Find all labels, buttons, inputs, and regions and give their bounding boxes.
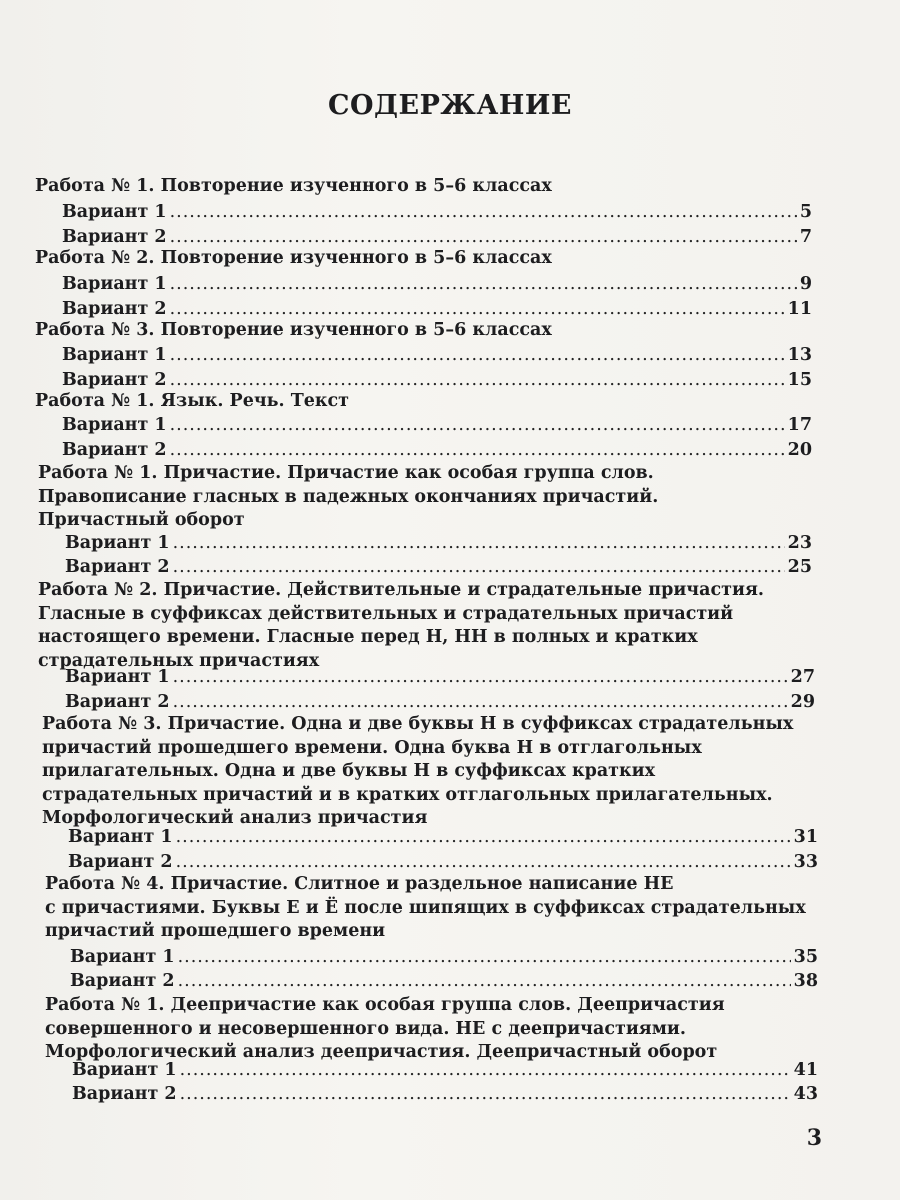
variant-label: Вариант 1 (62, 345, 167, 365)
section-heading: Работа № 1. Причастие. Причастие как особая группа слов. (38, 463, 654, 483)
toc-entry[interactable] (62, 413, 812, 437)
toc-entry[interactable] (62, 343, 812, 367)
variant-label: Вариант 2 (65, 557, 170, 577)
toc-entry[interactable] (65, 665, 815, 689)
toc-entry[interactable] (72, 1082, 818, 1106)
toc-entry[interactable] (68, 850, 818, 874)
dot-leader (170, 438, 785, 462)
variant-page-number: 11 (787, 299, 812, 319)
toc-entry[interactable] (62, 438, 812, 462)
section-heading: причастий прошедшего времени. Одна буква Н в отглагольных (42, 737, 702, 758)
variant-page-number: 43 (793, 1084, 818, 1104)
section-heading: Работа № 3. Повторение изученного в 5–6 классах (35, 320, 552, 340)
toc-entry[interactable] (70, 945, 818, 969)
variant-label: Вариант 2 (70, 971, 175, 991)
variant-page-number: 5 (799, 202, 812, 222)
dot-leader (173, 531, 785, 555)
section-heading: Морфологический анализ причастия (42, 808, 428, 828)
section-heading: Работа № 4. Причастие. Слитное и раздельное написание НЕ (45, 874, 674, 894)
dot-leader (178, 945, 791, 969)
variant-page-number: 20 (787, 440, 812, 460)
section-heading: страдательных причастиях (38, 650, 320, 671)
variant-page-number: 33 (793, 852, 818, 872)
variant-label: Вариант 2 (68, 852, 173, 872)
variant-page-number: 17 (787, 415, 812, 435)
section-heading: Работа № 1. Язык. Речь. Текст (35, 391, 350, 411)
variant-label: Вариант 1 (65, 533, 170, 553)
section-heading: Работа № 2. Повторение изученного в 5–6 классах (35, 248, 552, 268)
dot-leader (170, 272, 797, 296)
toc-entry[interactable] (70, 969, 818, 993)
toc-entry[interactable] (68, 825, 818, 849)
variant-page-number: 31 (793, 827, 818, 847)
dot-leader (173, 665, 788, 689)
variant-page-number: 27 (790, 667, 815, 687)
section-heading: настоящего времени. Гласные перед Н, НН в полных и кратких (38, 627, 698, 647)
variant-page-number: 7 (799, 227, 812, 247)
section-heading: Причастный оборот (38, 510, 245, 530)
variant-page-number: 9 (799, 274, 812, 294)
variant-label: Вариант 2 (65, 692, 170, 712)
section-heading: совершенного и несовершенного вида. НЕ с деепричастиями. (45, 1018, 686, 1039)
toc-entry[interactable] (62, 200, 812, 224)
variant-label: Вариант 2 (62, 227, 167, 247)
section-heading: Работа № 3. Причастие. Одна и две буквы Н в суффиксах страдательных (42, 714, 794, 734)
page-number: 3 (806, 1125, 822, 1151)
variant-label: Вариант 2 (62, 370, 167, 390)
variant-label: Вариант 2 (62, 440, 167, 460)
variant-label: Вариант 1 (62, 202, 167, 222)
section-heading: страдательных причастий и в кратких отглагольных прилагательных. (42, 784, 773, 805)
variant-page-number: 41 (793, 1060, 818, 1080)
variant-page-number: 23 (787, 533, 812, 553)
variant-label: Вариант 1 (68, 827, 173, 847)
page-title: СОДЕРЖАНИЕ (328, 90, 572, 121)
variant-page-number: 38 (793, 971, 818, 991)
toc-entry[interactable] (65, 531, 812, 555)
dot-leader (180, 1058, 791, 1082)
dot-leader (176, 850, 791, 874)
section-heading: Работа № 1. Повторение изученного в 5–6 классах (35, 176, 552, 196)
variant-page-number: 35 (793, 947, 818, 967)
toc-entry[interactable] (65, 690, 815, 714)
dot-leader (170, 200, 797, 224)
dot-leader (178, 969, 791, 993)
section-heading: Правописание гласных в падежных окончаниях причастий. (38, 486, 659, 507)
dot-leader (173, 690, 788, 714)
section-heading: Морфологический анализ деепричастия. Деепричастный оборот (45, 1042, 718, 1062)
toc-entry[interactable] (65, 555, 812, 579)
dot-leader (170, 343, 785, 367)
section-heading: Работа № 2. Причастие. Действительные и страдательные причастия. (38, 580, 764, 600)
variant-label: Вариант 1 (70, 947, 175, 967)
dot-leader (180, 1082, 791, 1106)
toc-entry[interactable] (72, 1058, 818, 1082)
variant-page-number: 15 (787, 370, 812, 390)
section-heading: Работа № 1. Деепричастие как особая группа слов. Деепричастия (45, 995, 725, 1015)
dot-leader (176, 825, 791, 849)
variant-label: Вариант 1 (62, 274, 167, 294)
variant-page-number: 25 (787, 557, 812, 577)
variant-label: Вариант 1 (62, 415, 167, 435)
toc-entry[interactable] (62, 272, 812, 296)
section-heading: причастий прошедшего времени (45, 921, 386, 941)
variant-label: Вариант 2 (72, 1084, 177, 1104)
dot-leader (173, 555, 785, 579)
section-heading: Гласные в суффиксах действительных и страдательных причастий (38, 603, 734, 624)
variant-label: Вариант 2 (62, 299, 167, 319)
section-heading: с причастиями. Буквы Е и Ё после шипящих в суффиксах страдательных (45, 897, 806, 918)
variant-page-number: 13 (787, 345, 812, 365)
section-heading: прилагательных. Одна и две буквы Н в суффиксах кратких (42, 761, 656, 781)
dot-leader (170, 413, 785, 437)
variant-label: Вариант 1 (72, 1060, 177, 1080)
variant-label: Вариант 1 (65, 667, 170, 687)
variant-page-number: 29 (790, 692, 815, 712)
